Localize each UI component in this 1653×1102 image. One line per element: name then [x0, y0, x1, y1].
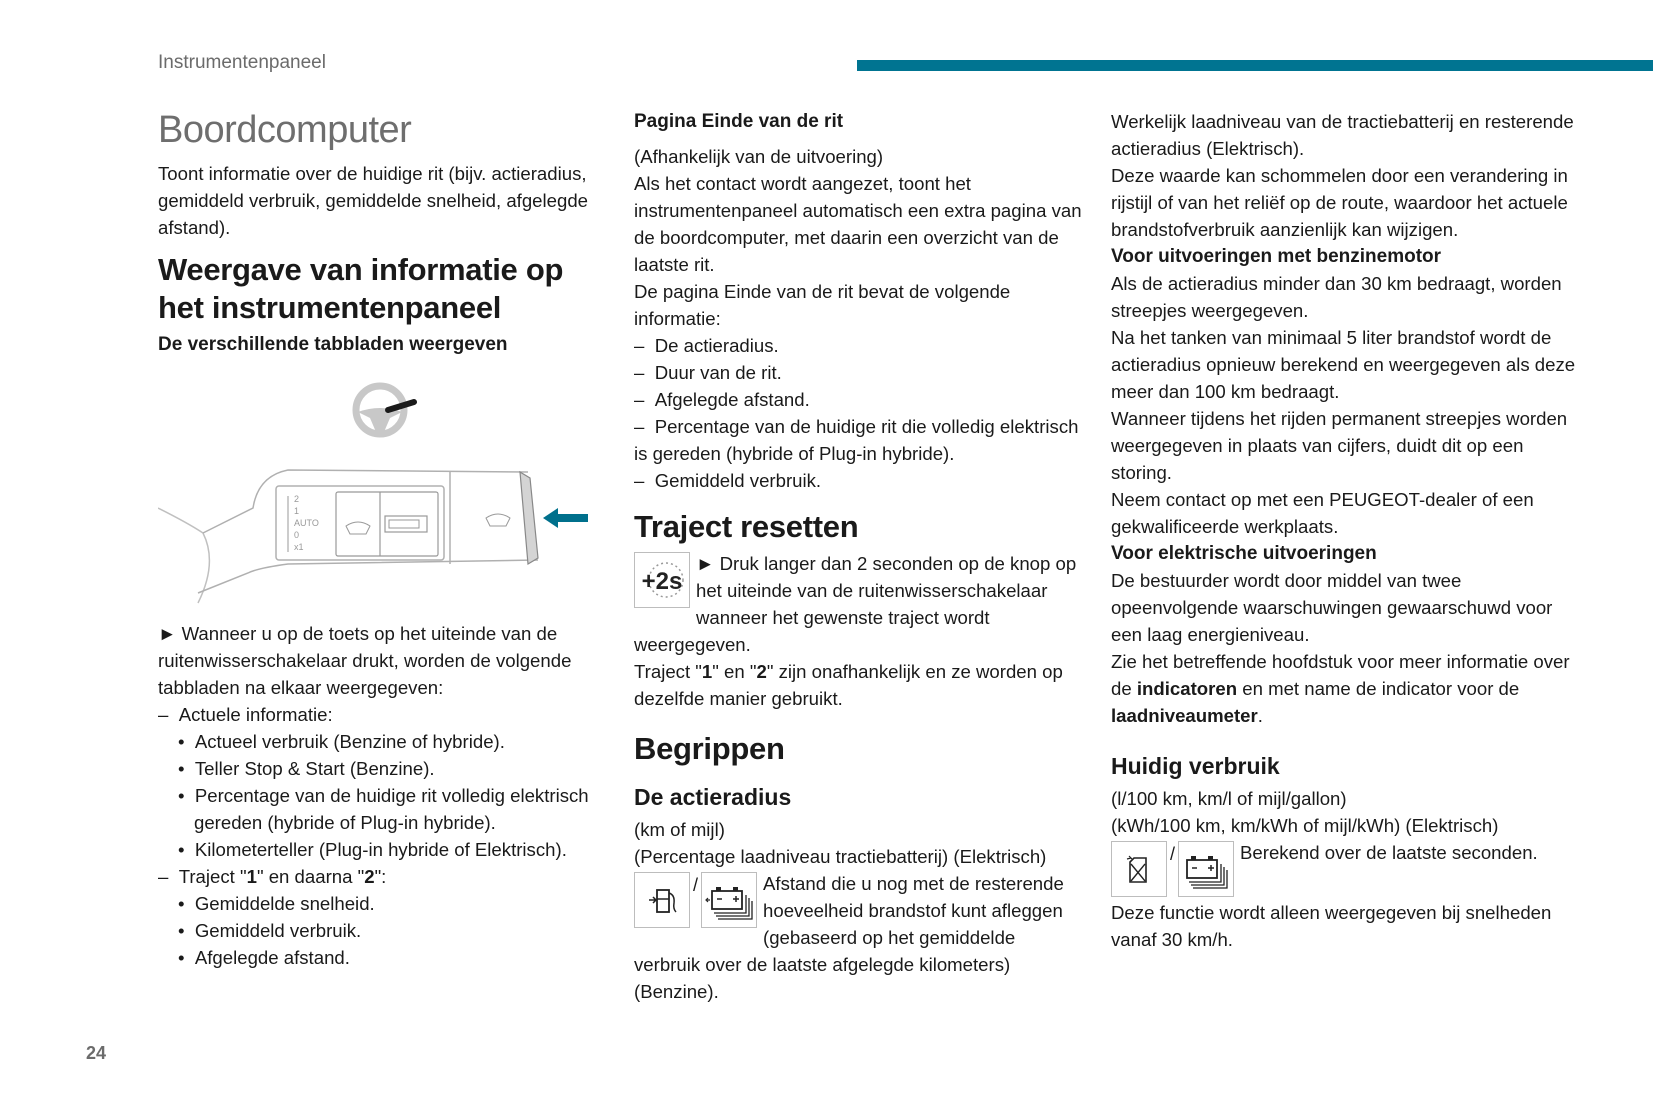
page-title: Boordcomputer	[158, 109, 412, 151]
list-item: – Afgelegde afstand.	[634, 389, 810, 410]
press-arrow-icon	[543, 508, 588, 528]
range-units: (km of mijl)	[634, 819, 725, 840]
fuel-can-icon	[1111, 841, 1167, 897]
range-icons: /	[634, 872, 757, 928]
list-item: • Gemiddelde snelheid.	[178, 893, 375, 914]
instruction-text: ► Wanneer u op de toets op het uiteinde van de ruitenwisserschakelaar drukt, worden de volgende tabbladen na elkaar weergegeven:	[158, 623, 572, 698]
right-column	[1111, 108, 1581, 953]
middle-column	[634, 108, 1084, 1005]
consumption-desc-row	[1111, 839, 1581, 899]
battery-icon	[1178, 841, 1234, 897]
hold-2s-icon	[634, 552, 690, 608]
consumption-note: Deze functie wordt alleen weergegeven bij snelheden vanaf 30 km/h.	[1111, 902, 1552, 950]
list-item: • Kilometerteller (Plug-in hybride of Elektrisch).	[178, 839, 567, 860]
svg-text:0: 0	[294, 530, 300, 540]
consumption-units: (l/100 km, km/l of mijl/gallon)	[1111, 788, 1347, 809]
reset-instruction: ► Druk langer dan 2 seconden op de knop op het uiteinde van de ruitenwisserschakelaar wanneer het gewenste traject wordt weergegeven.	[634, 553, 1077, 655]
intro-text: Toont informatie over de huidige rit (bijv. actieradius, gemiddeld verbruik, gemiddelde snelheid, afgelegde afstand).	[158, 163, 589, 238]
svg-text:2: 2	[294, 494, 300, 504]
reference-text: Zie het betreffende hoofdstuk voor meer informatie over de indicatoren en met name de indicator voor de laadniveaumeter.	[1111, 651, 1570, 726]
list-item: • Gemiddeld verbruik.	[178, 920, 362, 941]
battery-icon	[701, 872, 757, 928]
section-heading-display: Weergave van informatie op het instrumentenpaneel	[158, 252, 564, 325]
end-trip-title: Pagina Einde van de rit	[634, 111, 844, 132]
svg-text:x1: x1	[294, 542, 304, 552]
fuel-pump-icon	[634, 872, 690, 928]
electric-title: Voor elektrische uitvoeringen	[1111, 543, 1377, 564]
consumption-title: Huidig verbruik	[1111, 753, 1280, 779]
wiper-stalk-illustration	[158, 368, 608, 608]
list-item: – Percentage van de huidige rit die volledig elektrisch is gereden (hybride of Plug-in hybride).	[634, 416, 1079, 464]
reset-title: Traject resetten	[634, 509, 859, 544]
petrol-line: Als de actieradius minder dan 30 km bedraagt, worden streepjes weergegeven.	[1111, 273, 1562, 321]
petrol-line: Neem contact op met een PEUGEOT-dealer of een gekwalificeerde werkplaats.	[1111, 489, 1534, 537]
range-desc: Afstand die u nog met de resterende hoeveelheid brandstof kunt afleggen (gebaseerd op het gemiddelde verbruik over de laatste afgelegde kilometers) (Benzine).	[634, 873, 1064, 1002]
range-desc-row	[634, 870, 1084, 1005]
reset-instruction-row	[634, 550, 1084, 658]
end-trip-line: Als het contact wordt aangezet, toont het instrumentenpaneel automatisch een extra pagina van de boordcomputer, met daarin een overzicht van de laatste rit.	[634, 173, 1082, 275]
terms-title: Begrippen	[634, 731, 785, 766]
petrol-title: Voor uitvoeringen met benzinemotor	[1111, 246, 1442, 267]
subheading-tabs: De verschillende tabbladen weergeven	[158, 334, 508, 355]
electric-line: De bestuurder wordt door middel van twee opeenvolgende waarschuwingen gewaarschuwd voor een laag energieniveau.	[1111, 570, 1553, 645]
list-item: – De actieradius.	[634, 335, 779, 356]
range-units-ev: (Percentage laadniveau tractiebatterij) (Elektrisch)	[634, 846, 1047, 867]
list-item: – Gemiddeld verbruik.	[634, 470, 822, 491]
list-item: • Percentage van de huidige rit volledig elektrisch gereden (hybride of Plug-in hybride).	[178, 785, 589, 833]
group-actual-info: – Actuele informatie:	[158, 704, 333, 725]
range-title: De actieradius	[634, 784, 792, 810]
consumption-desc: Berekend over de laatste seconden.	[1240, 842, 1538, 863]
page-number: 24	[86, 1043, 107, 1063]
header-accent-bar	[857, 60, 1653, 71]
consumption-units-ev: (kWh/100 km, km/kWh of mijl/kWh) (Elektrisch)	[1111, 815, 1499, 836]
svg-text:AUTO: AUTO	[294, 518, 319, 528]
svg-text:1: 1	[294, 506, 300, 516]
steering-wheel-stalk-icon	[158, 368, 608, 608]
list-item: • Actueel verbruik (Benzine of hybride).	[178, 731, 505, 752]
list-item: – Duur van de rit.	[634, 362, 782, 383]
svg-text:+2s: +2s	[641, 568, 683, 595]
variation-text: Deze waarde kan schommelen door een verandering in rijstijl of van het reliëf op de route, waardoor het actuele brandstofverbruik aanzienlijk kan wijzigen.	[1111, 165, 1568, 240]
end-trip-line: De pagina Einde van de rit bevat de volgende informatie:	[634, 281, 1011, 329]
ev-range-text: Werkelijk laadniveau van de tractiebatterij en resterende actieradius (Elektrisch).	[1111, 111, 1574, 159]
reset-note: Traject "1" en "2" zijn onafhankelijk en ze worden op dezelfde manier gebruikt.	[634, 661, 1063, 709]
header-section-label: Instrumentenpaneel	[158, 52, 326, 73]
petrol-line: Na het tanken van minimaal 5 liter brandstof wordt de actieradius opnieuw berekend en weergegeven als deze meer dan 100 km bedraagt.	[1111, 327, 1576, 402]
list-item: • Afgelegde afstand.	[178, 947, 350, 968]
petrol-line: Wanneer tijdens het rijden permanent streepjes worden weergegeven in plaats van cijfers, duidt dit op een storing.	[1111, 408, 1568, 483]
group-trip: – Traject "1" en daarna "2":	[158, 866, 387, 887]
list-item: • Teller Stop & Start (Benzine).	[178, 758, 435, 779]
consumption-icons: /	[1111, 841, 1234, 897]
left-column	[158, 108, 608, 971]
end-trip-line: (Afhankelijk van de uitvoering)	[634, 146, 884, 167]
